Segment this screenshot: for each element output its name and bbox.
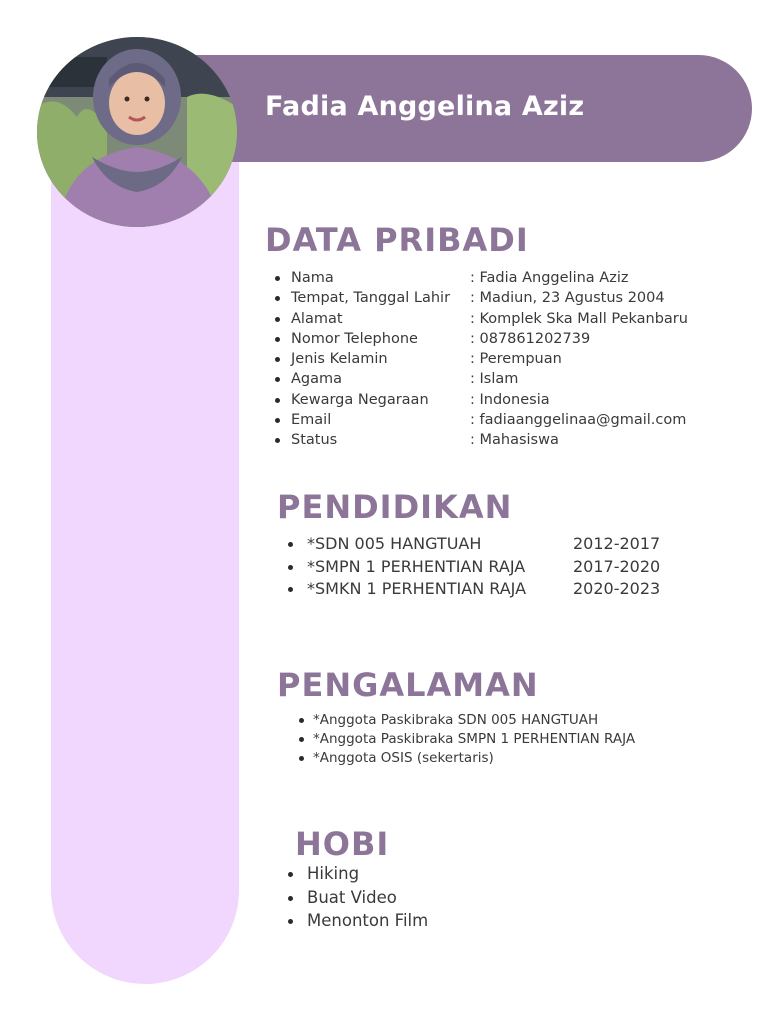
- field-label: Tempat, Tanggal Lahir: [291, 290, 451, 307]
- school-years: 2012-2017: [573, 534, 661, 553]
- field-label: Status: [291, 432, 338, 449]
- field-value: : 087861202739: [470, 330, 591, 347]
- list-item: Buat Video: [307, 886, 428, 910]
- section-title-data-pribadi: DATA PRIBADI: [265, 221, 529, 259]
- field-label: Agama: [291, 371, 343, 388]
- field-label: Nama: [291, 270, 334, 286]
- list-item: Menonton Film: [307, 909, 428, 933]
- list-item: *Anggota Paskibraka SMPN 1 PERHENTIAN RAJA: [313, 730, 643, 749]
- field-label: Alamat: [291, 310, 343, 327]
- hobby-list: [307, 862, 428, 933]
- field-label: Nomor Telephone: [291, 330, 418, 347]
- field-label: Email: [291, 412, 332, 429]
- field-value: : Indonesia: [470, 391, 550, 408]
- school-name: *SMPN 1 PERHENTIAN RAJA: [307, 556, 526, 576]
- list-item: [307, 556, 661, 579]
- school-name: *SDN 005 HANGTUAH: [307, 534, 482, 553]
- profile-photo-icon: [37, 37, 237, 227]
- field-label: Kewarga Negaraan: [291, 391, 429, 408]
- section-title-pendidikan: PENDIDIKAN: [277, 488, 513, 526]
- field-value: : Perempuan: [470, 351, 562, 368]
- section-title-pengalaman: PENGALAMAN: [277, 666, 539, 704]
- list-item: *Anggota OSIS (sekertaris): [313, 749, 643, 768]
- person-name: Fadia Anggelina Aziz: [265, 91, 585, 122]
- list-item: [307, 578, 661, 601]
- field-label: Jenis Kelamin: [291, 351, 388, 368]
- school-years: 2017-2020: [573, 556, 661, 576]
- field-value: : Fadia Anggelina Aziz: [470, 270, 629, 286]
- field-value: : Mahasiswa: [470, 432, 559, 449]
- experience-list: [313, 711, 643, 768]
- field-value: : Komplek Ska Mall Pekanbaru: [470, 310, 688, 327]
- section-title-hobi: HOBI: [295, 825, 390, 863]
- field-value: : Islam: [470, 371, 519, 388]
- list-item: Hiking: [307, 862, 428, 886]
- school-name: *SMKN 1 PERHENTIAN RAJA: [307, 579, 527, 598]
- profile-photo: [37, 37, 237, 227]
- field-value: : Madiun, 23 Agustus 2004: [470, 290, 665, 307]
- list-item: *Anggota Paskibraka SDN 005 HANGTUAH: [313, 711, 643, 730]
- education-list: [307, 533, 661, 601]
- school-years: 2020-2023: [573, 579, 661, 598]
- list-item: [307, 533, 661, 556]
- field-value: : fadiaanggelinaa@gmail.com: [470, 412, 687, 429]
